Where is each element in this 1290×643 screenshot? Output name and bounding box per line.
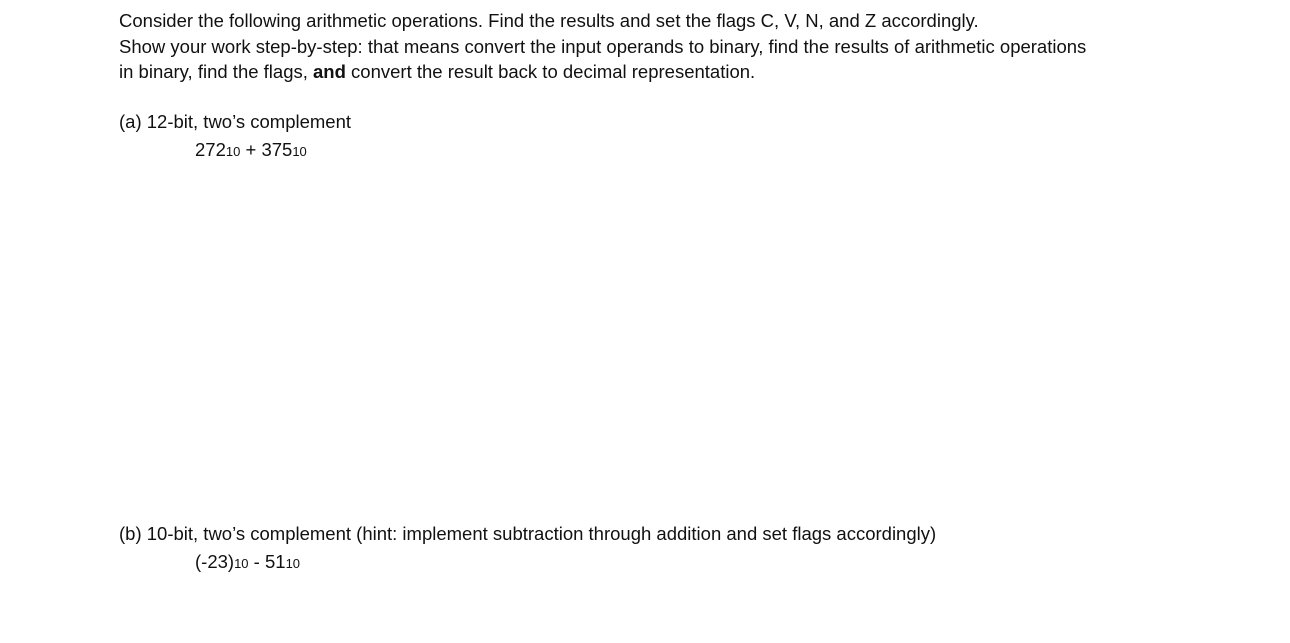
part-a-base-1: 10 <box>225 144 241 159</box>
instructions-line-2: Show your work step-by-step: that means convert the input operands to binary, find the results of arithmetic operations <box>119 35 1087 57</box>
part-b-operator: - <box>248 551 265 572</box>
problem-heading-cropped <box>119 0 323 1</box>
instructions-line-1: Consider the following arithmetic operations. Find the results and set the flags C, V, N, and Z accordingly. <box>119 10 979 31</box>
part-a-operand-1: 272 <box>195 139 226 160</box>
part-a-label: (a) 12-bit, two’s complement <box>119 111 352 132</box>
part-b-base-1: 10 <box>234 556 249 571</box>
part-a-operator: + <box>240 139 262 160</box>
part-a-operand-2: 375 <box>261 139 293 160</box>
part-b-operand-2: 51 <box>264 551 286 572</box>
instructions-line-3-end: convert the result back to decimal representation. <box>345 61 756 82</box>
instructions-bold-and: and <box>313 61 346 82</box>
part-b-operand-1: (-23) <box>195 551 235 572</box>
part-b-label: (b) 10-bit, two’s complement (hint: implement subtraction through addition and set flags accordingly) <box>119 523 937 544</box>
part-b-expression <box>195 550 300 576</box>
instructions-paragraph <box>119 8 1199 85</box>
part-b-base-2: 10 <box>285 556 301 571</box>
part-a-expression <box>195 138 307 164</box>
instructions-line-3 <box>119 59 1199 85</box>
instructions-line-3-start: in binary, find the flags, <box>119 61 314 82</box>
part-a-base-2: 10 <box>292 144 307 159</box>
